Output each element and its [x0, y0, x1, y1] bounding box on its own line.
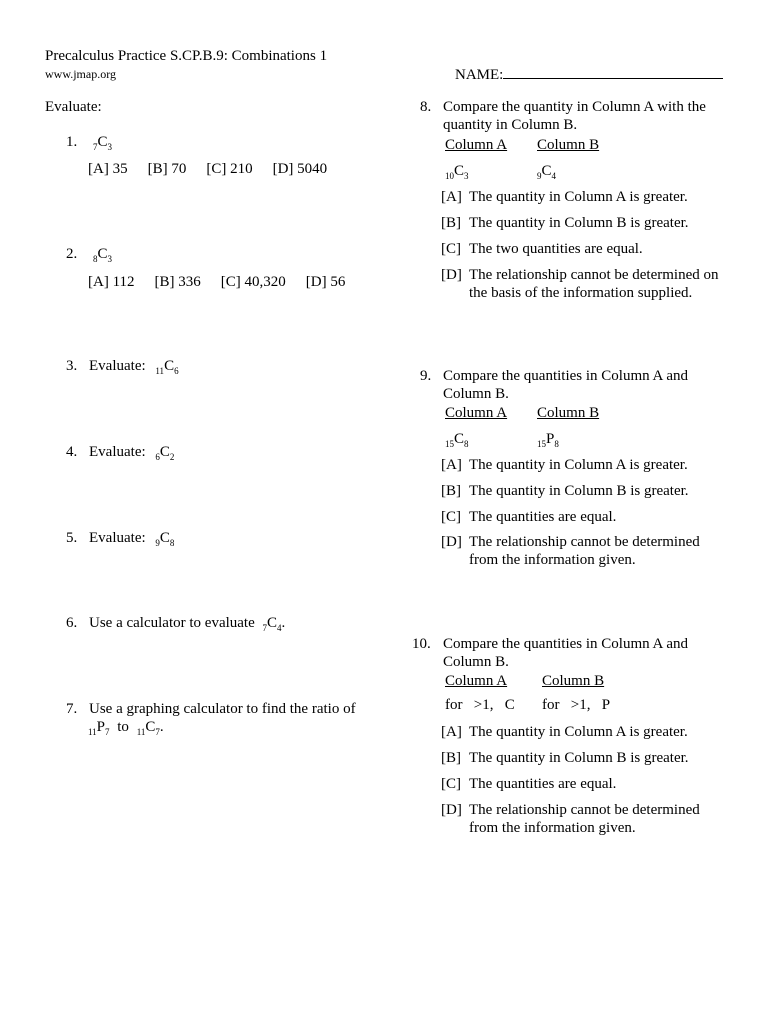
combination-expression: $_7C_4$. — [262, 615, 286, 633]
name-field — [455, 64, 723, 84]
choice-a: [A] 35 — [88, 161, 128, 177]
column-a-value: $_{15}C_8$ — [445, 431, 469, 449]
choice-a-text: The quantity in Column A is greater. — [469, 457, 688, 473]
combination-expression: $_8C_3$ — [93, 246, 113, 264]
choice-c: [C] — [441, 509, 461, 525]
column-b-heading: Column B — [537, 405, 600, 421]
question-number: 7. — [66, 701, 78, 717]
question-7-ratio — [88, 718, 164, 737]
choice-a: [A] 112 — [88, 274, 135, 290]
permutation-expression: $_{11}P_7$ — [88, 719, 110, 737]
choice-b: [B] — [441, 750, 461, 766]
choice-b-text: The quantity in Column B is greater. — [469, 215, 689, 231]
choice-b-text: The quantity in Column B is greater. — [469, 483, 689, 499]
column-a-heading: Column A — [445, 673, 508, 689]
choice-b-text: The quantity in Column B is greater. — [469, 750, 689, 766]
choice-b: [B] 70 — [147, 161, 187, 177]
question-5 — [66, 529, 174, 548]
question-6 — [66, 614, 285, 633]
question-number: 5. — [66, 530, 78, 546]
choice-d-text: The relationship cannot be determined from the information given. — [469, 802, 700, 836]
choice-d: [D] 5040 — [272, 161, 328, 177]
question-2 — [66, 245, 112, 264]
choice-a-text: The quantity in Column A is greater. — [469, 189, 688, 205]
choice-d-text: The relationship cannot be determined from the information given. — [469, 534, 700, 568]
choice-d: [D] — [441, 534, 462, 550]
question-number: 8. — [420, 99, 432, 115]
column-a-heading: Column A — [445, 405, 508, 421]
combination-expression: $_7C_3$ — [93, 134, 113, 152]
question-number: 6. — [66, 615, 78, 631]
name-blank-line — [503, 64, 723, 79]
question-8 — [420, 98, 431, 116]
column-b-value: for >1, P — [542, 697, 611, 713]
choice-c: [C] 210 — [206, 161, 253, 177]
choice-a: [A] — [441, 457, 462, 473]
website-label: www.jmap.org — [45, 67, 116, 81]
choice-c: [C] — [441, 241, 461, 257]
column-a-heading: Column A — [445, 137, 508, 153]
choice-c: [C] 40,320 — [220, 274, 286, 290]
question-number: 2. — [66, 246, 78, 262]
combination-expression: $_9C_8$ — [155, 530, 175, 548]
combination-expression: $_6C_2$ — [155, 444, 175, 462]
question-text: Evaluate: — [89, 358, 146, 374]
question-text: Evaluate: — [89, 444, 146, 460]
choice-d: [D] — [441, 267, 462, 283]
question-number: 9. — [420, 368, 432, 384]
column-b-value: $_{15}P_8$ — [537, 431, 559, 449]
choice-b: [B] 336 — [154, 274, 201, 290]
choice-d-text: The relationship cannot be determined on the basis of the information supplied. — [469, 267, 719, 301]
question-3 — [66, 357, 179, 376]
evaluate-heading: Evaluate: — [45, 99, 102, 115]
question-1 — [66, 133, 112, 152]
question-number: 4. — [66, 444, 78, 460]
column-a-value: $_{10}C_3$ — [445, 163, 469, 181]
question-text: Evaluate: — [89, 530, 146, 546]
question-text: Use a graphing calculator to find the ratio of — [89, 701, 356, 717]
column-b-value: $_9C_4$ — [537, 163, 557, 181]
column-b-heading: Column B — [542, 673, 605, 689]
question-2-choices — [88, 273, 365, 291]
choice-c-text: The quantities are equal. — [469, 776, 617, 792]
column-a-value: for >1, C — [445, 697, 515, 713]
question-10-text: Compare the quantities in Column A and Column B. — [443, 636, 688, 670]
question-number: 1. — [66, 134, 78, 150]
question-number: 3. — [66, 358, 78, 374]
question-8-text: Compare the quantity in Column A with the quantity in Column B. — [443, 99, 706, 133]
choice-b: [B] — [441, 215, 461, 231]
question-7 — [66, 700, 356, 718]
question-number: 10. — [412, 636, 431, 652]
combination-expression: $_{11}C_7$. — [136, 719, 164, 737]
question-10 — [412, 635, 431, 653]
question-text: Use a calculator to evaluate — [89, 615, 255, 631]
combination-expression: $_{11}C_6$ — [155, 358, 179, 376]
question-1-choices — [88, 160, 347, 178]
page-title: Precalculus Practice S.CP.B.9: Combinations 1 — [45, 48, 328, 64]
choice-c-text: The quantities are equal. — [469, 509, 617, 525]
to-label: to — [117, 719, 129, 735]
choice-b: [B] — [441, 483, 461, 499]
choice-a: [A] — [441, 724, 462, 740]
choice-d: [D] — [441, 802, 462, 818]
question-9-text: Compare the quantities in Column A and Column B. — [443, 368, 688, 402]
choice-d: [D] 56 — [305, 274, 346, 290]
choice-c-text: The two quantities are equal. — [469, 241, 643, 257]
choice-a: [A] — [441, 189, 462, 205]
question-9 — [420, 367, 431, 385]
choice-c: [C] — [441, 776, 461, 792]
choice-a-text: The quantity in Column A is greater. — [469, 724, 688, 740]
column-b-heading: Column B — [537, 137, 600, 153]
name-label: NAME: — [455, 67, 504, 83]
question-4 — [66, 443, 174, 462]
